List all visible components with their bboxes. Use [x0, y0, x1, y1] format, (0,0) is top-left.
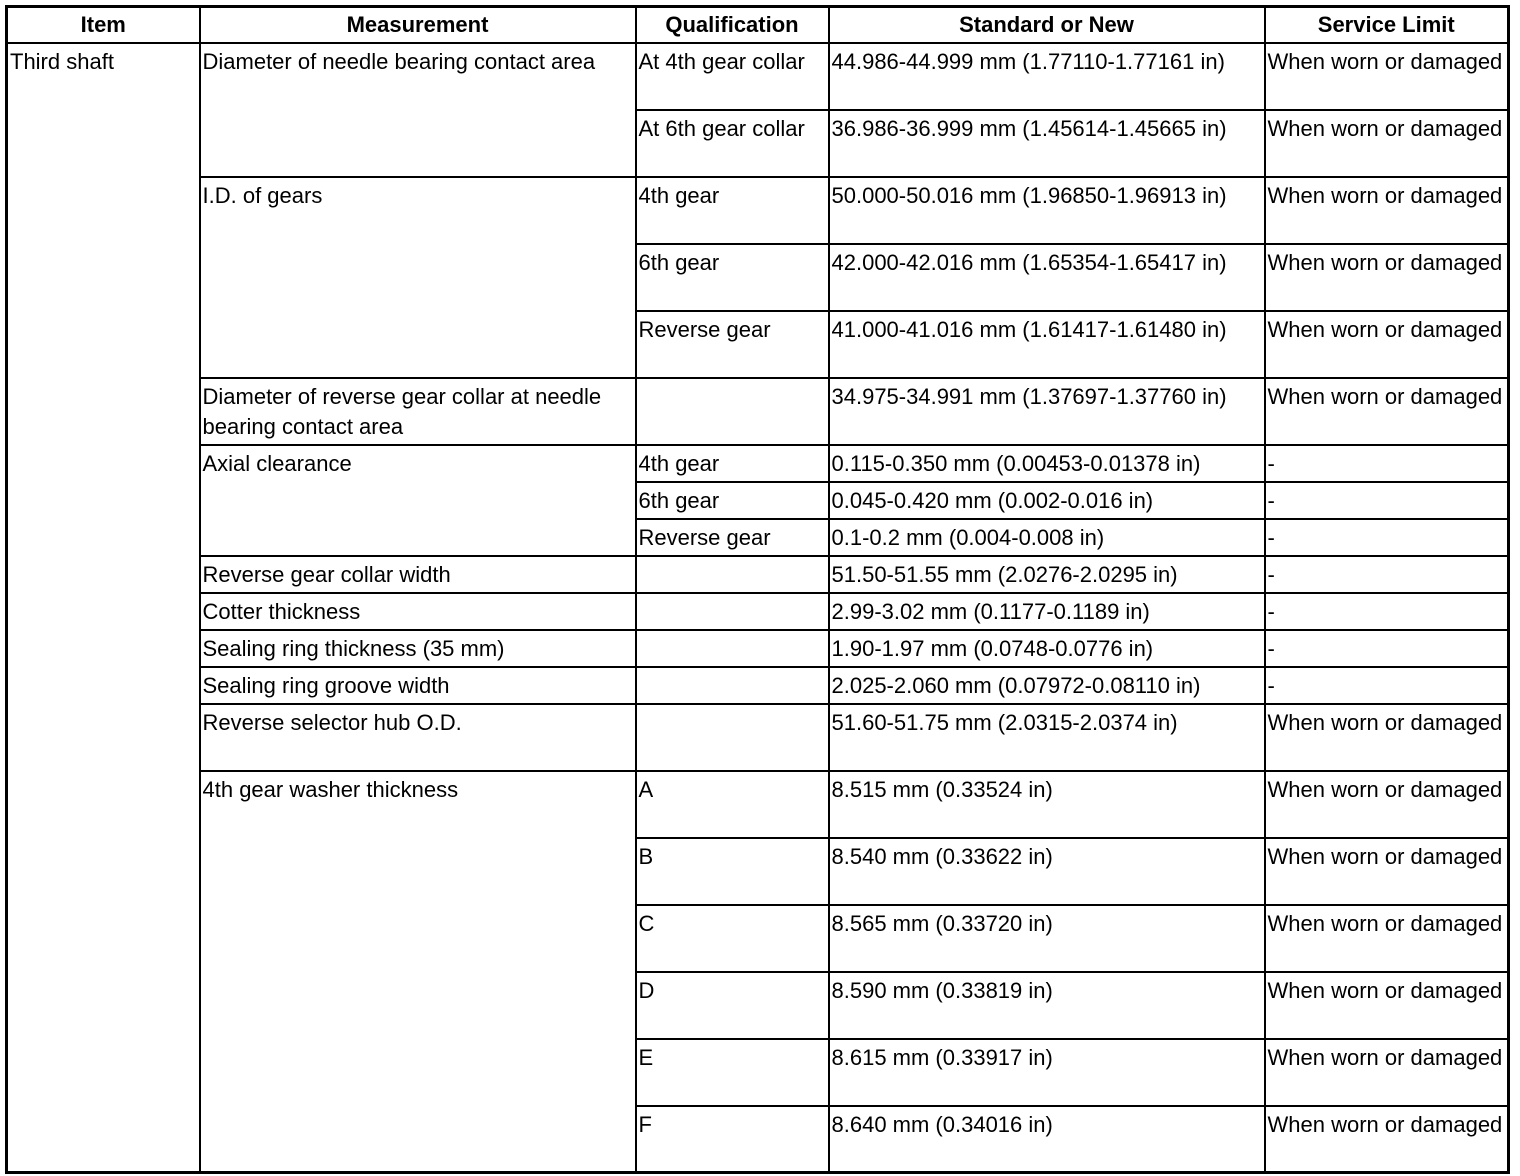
- standard-cell: 0.115-0.350 mm (0.00453-0.01378 in): [829, 445, 1265, 482]
- standard-cell: 8.565 mm (0.33720 in): [829, 905, 1265, 972]
- table-row: [7, 667, 1509, 704]
- service-limit-cell: When worn or damaged: [1265, 838, 1509, 905]
- qualification-cell: C: [636, 905, 829, 972]
- standard-cell: 8.640 mm (0.34016 in): [829, 1106, 1265, 1173]
- qualification-cell: [636, 630, 829, 667]
- service-limit-cell: When worn or damaged: [1265, 972, 1509, 1039]
- specification-table: [5, 5, 1510, 1174]
- qualification-cell: 4th gear: [636, 177, 829, 244]
- qualification-cell: F: [636, 1106, 829, 1173]
- measurement-cell: Diameter of needle bearing contact area: [200, 43, 636, 177]
- qualification-cell: 4th gear: [636, 445, 829, 482]
- service-limit-cell: -: [1265, 482, 1509, 519]
- qualification-cell: [636, 667, 829, 704]
- service-limit-cell: When worn or damaged: [1265, 378, 1509, 445]
- service-limit-cell: When worn or damaged: [1265, 177, 1509, 244]
- standard-cell: 50.000-50.016 mm (1.96850-1.96913 in): [829, 177, 1265, 244]
- table-header-row: [7, 7, 1509, 43]
- standard-cell: 42.000-42.016 mm (1.65354-1.65417 in): [829, 244, 1265, 311]
- standard-cell: 0.1-0.2 mm (0.004-0.008 in): [829, 519, 1265, 556]
- measurement-cell: Cotter thickness: [200, 593, 636, 630]
- standard-cell: 2.99-3.02 mm (0.1177-0.1189 in): [829, 593, 1265, 630]
- standard-cell: 44.986-44.999 mm (1.77110-1.77161 in): [829, 43, 1265, 110]
- measurement-cell: 4th gear washer thickness: [200, 771, 636, 1173]
- table-row: [7, 704, 1509, 771]
- standard-cell: 41.000-41.016 mm (1.61417-1.61480 in): [829, 311, 1265, 378]
- header-item: Item: [7, 7, 200, 43]
- qualification-cell: Reverse gear: [636, 519, 829, 556]
- service-limit-cell: -: [1265, 556, 1509, 593]
- service-limit-cell: When worn or damaged: [1265, 43, 1509, 110]
- table-row: [7, 445, 1509, 482]
- standard-cell: 36.986-36.999 mm (1.45614-1.45665 in): [829, 110, 1265, 177]
- service-limit-cell: -: [1265, 630, 1509, 667]
- measurement-cell: Reverse selector hub O.D.: [200, 704, 636, 771]
- item-cell: Third shaft: [7, 43, 200, 1173]
- header-measurement: Measurement: [200, 7, 636, 43]
- qualification-cell: [636, 593, 829, 630]
- service-limit-cell: When worn or damaged: [1265, 704, 1509, 771]
- qualification-cell: A: [636, 771, 829, 838]
- service-limit-cell: -: [1265, 519, 1509, 556]
- table-row: [7, 771, 1509, 838]
- qualification-cell: D: [636, 972, 829, 1039]
- table-row: [7, 593, 1509, 630]
- service-limit-cell: When worn or damaged: [1265, 110, 1509, 177]
- table-row: [7, 43, 1509, 110]
- qualification-cell: [636, 704, 829, 771]
- qualification-cell: E: [636, 1039, 829, 1106]
- service-limit-cell: When worn or damaged: [1265, 1106, 1509, 1173]
- service-limit-cell: When worn or damaged: [1265, 311, 1509, 378]
- standard-cell: 2.025-2.060 mm (0.07972-0.08110 in): [829, 667, 1265, 704]
- service-limit-cell: When worn or damaged: [1265, 905, 1509, 972]
- standard-cell: 1.90-1.97 mm (0.0748-0.0776 in): [829, 630, 1265, 667]
- service-limit-cell: -: [1265, 593, 1509, 630]
- header-service-limit: Service Limit: [1265, 7, 1509, 43]
- service-limit-cell: -: [1265, 667, 1509, 704]
- service-limit-cell: When worn or damaged: [1265, 771, 1509, 838]
- qualification-cell: [636, 556, 829, 593]
- qualification-cell: At 4th gear collar: [636, 43, 829, 110]
- standard-cell: 8.615 mm (0.33917 in): [829, 1039, 1265, 1106]
- measurement-cell: I.D. of gears: [200, 177, 636, 378]
- service-limit-cell: When worn or damaged: [1265, 244, 1509, 311]
- service-limit-cell: -: [1265, 445, 1509, 482]
- table-row: [7, 556, 1509, 593]
- measurement-cell: Axial clearance: [200, 445, 636, 556]
- standard-cell: 8.590 mm (0.33819 in): [829, 972, 1265, 1039]
- measurement-cell: Diameter of reverse gear collar at needle bearing contact area: [200, 378, 636, 445]
- qualification-cell: [636, 378, 829, 445]
- standard-cell: 0.045-0.420 mm (0.002-0.016 in): [829, 482, 1265, 519]
- header-standard: Standard or New: [829, 7, 1265, 43]
- header-qualification: Qualification: [636, 7, 829, 43]
- measurement-cell: Sealing ring groove width: [200, 667, 636, 704]
- table-row: [7, 630, 1509, 667]
- service-limit-cell: When worn or damaged: [1265, 1039, 1509, 1106]
- standard-cell: 8.540 mm (0.33622 in): [829, 838, 1265, 905]
- measurement-cell: Reverse gear collar width: [200, 556, 636, 593]
- qualification-cell: At 6th gear collar: [636, 110, 829, 177]
- qualification-cell: B: [636, 838, 829, 905]
- table-row: [7, 177, 1509, 244]
- standard-cell: 51.50-51.55 mm (2.0276-2.0295 in): [829, 556, 1265, 593]
- table-row: [7, 378, 1509, 445]
- qualification-cell: 6th gear: [636, 244, 829, 311]
- measurement-cell: Sealing ring thickness (35 mm): [200, 630, 636, 667]
- standard-cell: 51.60-51.75 mm (2.0315-2.0374 in): [829, 704, 1265, 771]
- standard-cell: 8.515 mm (0.33524 in): [829, 771, 1265, 838]
- qualification-cell: 6th gear: [636, 482, 829, 519]
- qualification-cell: Reverse gear: [636, 311, 829, 378]
- standard-cell: 34.975-34.991 mm (1.37697-1.37760 in): [829, 378, 1265, 445]
